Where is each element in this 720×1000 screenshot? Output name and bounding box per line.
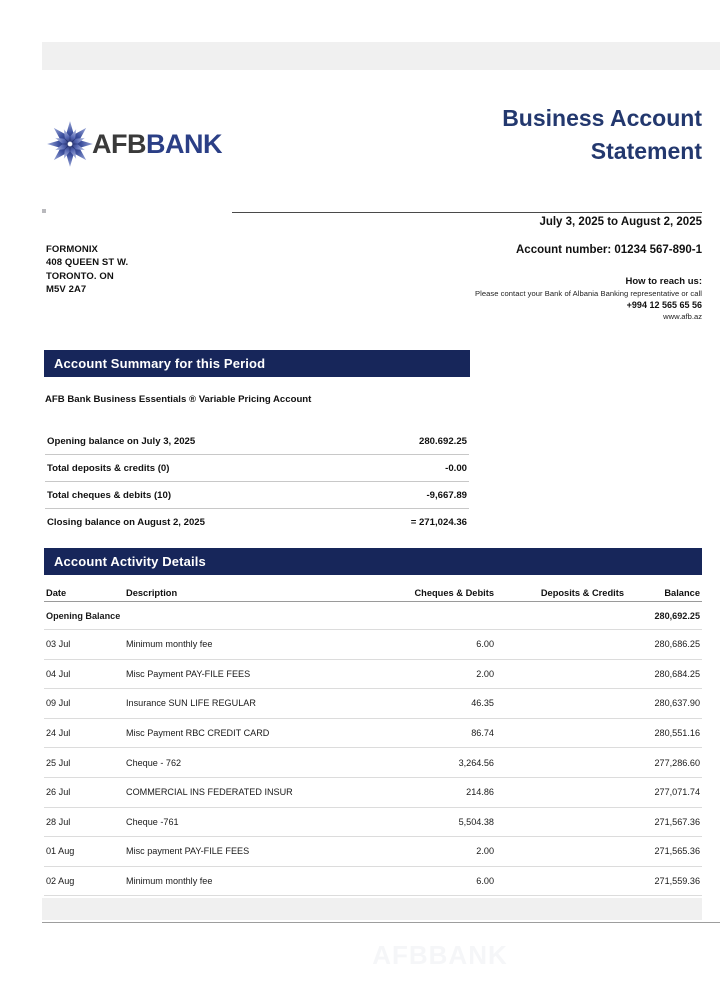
table-row[interactable] <box>44 778 702 808</box>
table-row[interactable] <box>44 689 702 719</box>
transaction-debit: 6.00 <box>476 876 494 887</box>
bank-name-bank: BANK <box>146 128 222 159</box>
summary-value: -0.00 <box>445 462 467 474</box>
transaction-date: 25 Jul <box>46 757 71 768</box>
account-summary-banner: Account Summary for this Period <box>44 350 470 377</box>
column-header-date: Date <box>46 588 67 598</box>
page-title <box>262 102 702 169</box>
table-row[interactable] <box>44 660 702 690</box>
transaction-date: 24 Jul <box>46 728 71 739</box>
corner-mark <box>42 209 46 213</box>
customer-postal: M5V 2A7 <box>46 284 87 296</box>
column-header-description: Description <box>126 588 178 598</box>
transaction-balance: 277,286.60 <box>654 757 700 768</box>
table-row[interactable] <box>44 837 702 867</box>
column-header-balance: Balance <box>664 588 700 598</box>
statement-header <box>0 96 720 186</box>
transaction-date: 26 Jul <box>46 787 71 798</box>
transaction-balance: 280,684.25 <box>654 668 700 679</box>
statement-period: July 3, 2025 to August 2, 2025 <box>539 216 702 228</box>
summary-label: Total cheques & debits (10) <box>47 489 172 501</box>
transaction-date: 09 Jul <box>46 698 71 709</box>
account-summary-table <box>45 428 469 536</box>
transaction-description: Misc payment PAY-FILE FEES <box>126 846 250 857</box>
transaction-debit: 2.00 <box>476 846 494 857</box>
transaction-balance: 280,551.16 <box>654 728 700 739</box>
transaction-debit: 46.35 <box>471 698 494 709</box>
contact-website[interactable]: www.afb.az <box>663 312 702 321</box>
transaction-balance: 271,567.36 <box>654 816 700 827</box>
transaction-description: Minimum monthly fee <box>126 639 213 650</box>
customer-street: 408 QUEEN ST W. <box>46 257 129 269</box>
page-title-line1: Business Account <box>502 105 702 131</box>
column-header-credits: Deposits & Credits <box>540 588 624 598</box>
transaction-date: 02 Aug <box>46 876 75 887</box>
summary-row <box>45 509 469 536</box>
column-header-debits: Cheques & Debits <box>414 588 494 598</box>
transaction-description: COMMERCIAL INS FEDERATED INSUR <box>126 787 293 798</box>
transaction-date: 04 Jul <box>46 668 71 679</box>
account-activity-banner: Account Activity Details <box>44 548 702 575</box>
table-row[interactable] <box>44 808 702 838</box>
table-row[interactable] <box>44 748 702 778</box>
customer-city: TORONTO. ON <box>46 270 114 282</box>
transaction-date: 28 Jul <box>46 816 71 827</box>
bottom-grey-band <box>42 898 702 920</box>
table-header-row <box>44 578 702 602</box>
transaction-description: Misc Payment RBC CREDIT CARD <box>126 728 270 739</box>
summary-row <box>45 455 469 482</box>
product-name: AFB Bank Business Essentials ® Variable Pricing Account <box>45 394 312 405</box>
account-activity-table <box>44 578 702 896</box>
top-grey-band <box>42 42 720 70</box>
summary-row <box>45 482 469 509</box>
transaction-date: 01 Aug <box>46 846 75 857</box>
transaction-description: Minimum monthly fee <box>126 876 213 887</box>
transaction-debit: 214.86 <box>466 787 494 798</box>
table-row[interactable] <box>44 630 702 660</box>
footer-watermark: AFBBANK <box>372 940 508 970</box>
bank-name <box>92 128 222 159</box>
transaction-balance: 277,071.74 <box>654 787 700 798</box>
transaction-debit: 86.74 <box>471 728 494 739</box>
transaction-date: 03 Jul <box>46 639 71 650</box>
eight-point-star-icon <box>44 118 96 170</box>
transaction-debit: 2.00 <box>476 668 494 679</box>
summary-row <box>45 428 469 455</box>
bank-name-afb: AFB <box>92 128 146 159</box>
opening-balance-row <box>44 602 702 630</box>
summary-value: -9,667.89 <box>426 489 467 501</box>
transaction-debit: 6.00 <box>476 639 494 650</box>
summary-label: Opening balance on July 3, 2025 <box>47 435 196 447</box>
transaction-balance: 280,686.25 <box>654 639 700 650</box>
bottom-divider <box>42 922 720 923</box>
transaction-debit: 5,504.38 <box>458 816 494 827</box>
transaction-description: Insurance SUN LIFE REGULAR <box>126 698 256 709</box>
table-row[interactable] <box>44 719 702 749</box>
account-number: Account number: 01234 567-890-1 <box>516 244 702 256</box>
transaction-debit: 3,264.56 <box>458 757 494 768</box>
bank-logo <box>44 118 222 170</box>
transaction-description: Cheque - 762 <box>126 757 182 768</box>
summary-value: = 271,024.36 <box>410 517 467 528</box>
contact-phone: +994 12 565 65 56 <box>626 300 702 310</box>
transaction-description: Cheque -761 <box>126 816 179 827</box>
opening-balance-amount: 280,692.25 <box>654 610 700 621</box>
opening-balance-label: Opening Balance <box>46 610 121 621</box>
transaction-balance: 271,559.36 <box>654 876 700 887</box>
summary-label: Closing balance on August 2, 2025 <box>47 517 205 528</box>
how-to-reach-heading: How to reach us: <box>625 276 702 287</box>
customer-name: FORMONIX <box>46 244 98 255</box>
contact-block <box>172 216 702 321</box>
transaction-balance: 271,565.36 <box>654 846 700 857</box>
transaction-balance: 280,637.90 <box>654 698 700 709</box>
summary-value: 280.692.25 <box>418 435 467 447</box>
summary-label: Total deposits & credits (0) <box>47 462 170 474</box>
how-to-reach-text: Please contact your Bank of Albania Banking representative or call <box>474 289 702 298</box>
customer-address-block <box>46 243 128 297</box>
page-title-line2: Statement <box>590 138 702 165</box>
header-divider <box>232 212 702 213</box>
table-row[interactable] <box>44 867 702 897</box>
transaction-description: Misc Payment PAY-FILE FEES <box>126 668 251 679</box>
